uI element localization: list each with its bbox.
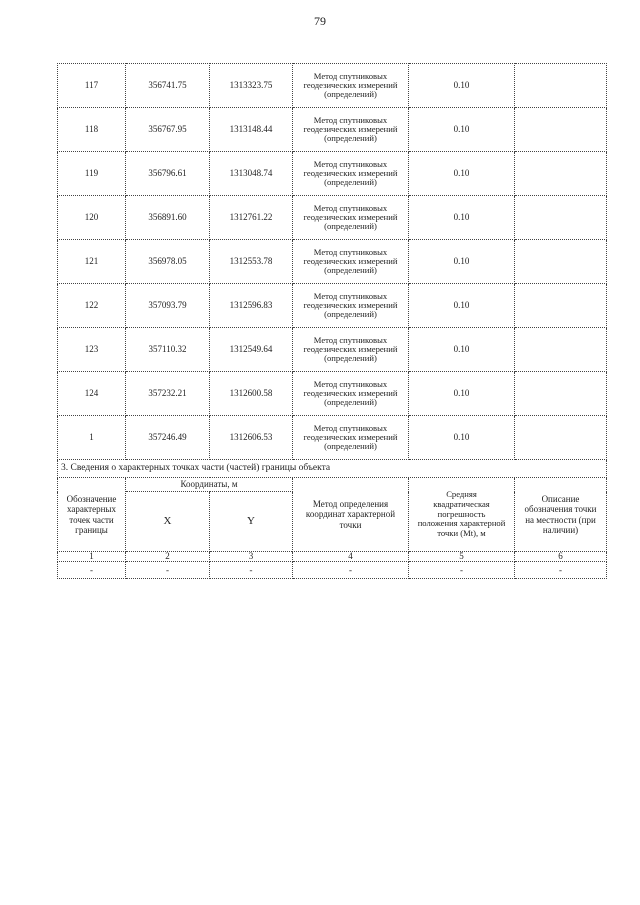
coord-y: 1312761.22 bbox=[210, 196, 293, 240]
header-line: Метод определения bbox=[312, 498, 389, 509]
description-cell bbox=[515, 416, 607, 460]
header-line: точки (Mt), м bbox=[437, 528, 486, 539]
header-line: положения характерной bbox=[417, 518, 506, 529]
empty-cell: - bbox=[293, 562, 409, 579]
method-cell bbox=[293, 284, 409, 328]
description-cell bbox=[515, 328, 607, 372]
coord-x: 356796.61 bbox=[126, 152, 210, 196]
method-line: геодезических измерений bbox=[303, 387, 398, 398]
coord-x: 357110.32 bbox=[126, 328, 210, 372]
coord-y: 1312606.53 bbox=[210, 416, 293, 460]
method-cell bbox=[293, 64, 409, 108]
header-line: обозначения точки bbox=[524, 504, 597, 515]
description-cell bbox=[515, 64, 607, 108]
table-row bbox=[58, 284, 607, 328]
method-line: геодезических измерений bbox=[303, 167, 398, 178]
coord-y: 1313048.74 bbox=[210, 152, 293, 196]
method-cell bbox=[293, 196, 409, 240]
method-cell bbox=[293, 108, 409, 152]
point-number: 1 bbox=[58, 416, 126, 460]
header-line: точек части bbox=[69, 514, 114, 525]
accuracy-cell: 0.10 bbox=[409, 108, 515, 152]
coord-x: 356891.60 bbox=[126, 196, 210, 240]
accuracy-cell: 0.10 bbox=[409, 416, 515, 460]
column-number: 4 bbox=[293, 552, 409, 562]
header-row bbox=[58, 478, 607, 492]
description-cell bbox=[515, 284, 607, 328]
coord-y: 1312549.64 bbox=[210, 328, 293, 372]
header-line: наличии) bbox=[542, 524, 579, 535]
header-line: характерных bbox=[67, 504, 116, 515]
accuracy-cell: 0.10 bbox=[409, 240, 515, 284]
accuracy-cell: 0.10 bbox=[409, 152, 515, 196]
method-line: Метод спутниковых bbox=[313, 202, 388, 213]
method-line: (определений) bbox=[324, 309, 377, 320]
header-line: координат характерной bbox=[305, 509, 396, 520]
method-line: (определений) bbox=[324, 221, 377, 232]
table-row bbox=[58, 416, 607, 460]
point-number: 118 bbox=[58, 108, 126, 152]
header-line: квадратическая bbox=[433, 498, 490, 509]
header-y: Y bbox=[210, 492, 293, 552]
method-line: Метод спутниковых bbox=[313, 290, 388, 301]
coordinates-table bbox=[57, 63, 607, 579]
empty-cell: - bbox=[210, 562, 293, 579]
header-line: Обозначение bbox=[66, 493, 117, 504]
method-line: (определений) bbox=[324, 353, 377, 364]
header-accuracy bbox=[409, 478, 515, 552]
empty-cell: - bbox=[126, 562, 210, 579]
empty-cell: - bbox=[515, 562, 607, 579]
table-row bbox=[58, 240, 607, 284]
header-designation bbox=[58, 478, 126, 552]
header-x: X bbox=[126, 492, 210, 552]
method-line: (определений) bbox=[324, 265, 377, 276]
method-line: Метод спутниковых bbox=[313, 378, 388, 389]
accuracy-cell: 0.10 bbox=[409, 64, 515, 108]
header-description bbox=[515, 478, 607, 552]
point-number: 122 bbox=[58, 284, 126, 328]
method-line: (определений) bbox=[324, 397, 377, 408]
empty-cell: - bbox=[409, 562, 515, 579]
table-row bbox=[58, 372, 607, 416]
description-cell bbox=[515, 152, 607, 196]
method-line: (определений) bbox=[324, 89, 377, 100]
column-number: 3 bbox=[210, 552, 293, 562]
method-line: Метод спутниковых bbox=[313, 422, 388, 433]
table-row bbox=[58, 196, 607, 240]
description-cell bbox=[515, 108, 607, 152]
column-number: 5 bbox=[409, 552, 515, 562]
table-row bbox=[58, 152, 607, 196]
header-line: Средняя bbox=[446, 488, 477, 499]
method-cell bbox=[293, 152, 409, 196]
point-number: 124 bbox=[58, 372, 126, 416]
column-number: 6 bbox=[515, 552, 607, 562]
method-cell bbox=[293, 240, 409, 284]
coord-x: 356978.05 bbox=[126, 240, 210, 284]
accuracy-cell: 0.10 bbox=[409, 196, 515, 240]
method-cell bbox=[293, 416, 409, 460]
coord-x: 356767.95 bbox=[126, 108, 210, 152]
empty-row bbox=[58, 562, 607, 579]
method-line: геодезических измерений bbox=[303, 431, 398, 442]
coord-y: 1313323.75 bbox=[210, 64, 293, 108]
accuracy-cell: 0.10 bbox=[409, 328, 515, 372]
table-row bbox=[58, 328, 607, 372]
method-line: (определений) bbox=[324, 177, 377, 188]
data-rows bbox=[58, 64, 607, 579]
method-line: (определений) bbox=[324, 441, 377, 452]
column-number-row bbox=[58, 552, 607, 562]
point-number: 119 bbox=[58, 152, 126, 196]
method-line: Метод спутниковых bbox=[313, 114, 388, 125]
method-line: геодезических измерений bbox=[303, 211, 398, 222]
header-line: границы bbox=[75, 524, 108, 535]
description-cell bbox=[515, 372, 607, 416]
method-cell bbox=[293, 328, 409, 372]
page-number: 79 bbox=[314, 14, 326, 28]
accuracy-cell: 0.10 bbox=[409, 372, 515, 416]
method-line: геодезических измерений bbox=[303, 123, 398, 134]
method-line: геодезических измерений bbox=[303, 343, 398, 354]
point-number: 123 bbox=[58, 328, 126, 372]
method-line: Метод спутниковых bbox=[313, 246, 388, 257]
method-line: геодезических измерений bbox=[303, 79, 398, 90]
coord-y: 1312600.58 bbox=[210, 372, 293, 416]
section-title: 3. Сведения о характерных точках части (частей) границы объекта bbox=[58, 460, 607, 478]
header-line: точки bbox=[339, 519, 362, 530]
coord-y: 1312553.78 bbox=[210, 240, 293, 284]
point-number: 120 bbox=[58, 196, 126, 240]
coord-y: 1312596.83 bbox=[210, 284, 293, 328]
table-row bbox=[58, 108, 607, 152]
coord-x: 356741.75 bbox=[126, 64, 210, 108]
description-cell bbox=[515, 196, 607, 240]
header-method bbox=[293, 478, 409, 552]
coord-y: 1313148.44 bbox=[210, 108, 293, 152]
method-line: (определений) bbox=[324, 133, 377, 144]
method-cell bbox=[293, 372, 409, 416]
coord-x: 357246.49 bbox=[126, 416, 210, 460]
point-number: 117 bbox=[58, 64, 126, 108]
method-line: геодезических измерений bbox=[303, 255, 398, 266]
method-line: Метод спутниковых bbox=[313, 70, 388, 81]
header-line: на местности (при bbox=[525, 514, 596, 525]
table-row bbox=[58, 64, 607, 108]
point-number: 121 bbox=[58, 240, 126, 284]
column-number: 2 bbox=[126, 552, 210, 562]
header-coordinates: Координаты, м bbox=[126, 478, 293, 492]
method-line: Метод спутниковых bbox=[313, 158, 388, 169]
section-title-row bbox=[58, 460, 607, 478]
empty-cell: - bbox=[58, 562, 126, 579]
accuracy-cell: 0.10 bbox=[409, 284, 515, 328]
header-line: погрешность bbox=[437, 508, 486, 519]
column-number: 1 bbox=[58, 552, 126, 562]
header-line: Описание bbox=[541, 493, 580, 504]
coord-x: 357232.21 bbox=[126, 372, 210, 416]
method-line: геодезических измерений bbox=[303, 299, 398, 310]
method-line: Метод спутниковых bbox=[313, 334, 388, 345]
description-cell bbox=[515, 240, 607, 284]
coord-x: 357093.79 bbox=[126, 284, 210, 328]
